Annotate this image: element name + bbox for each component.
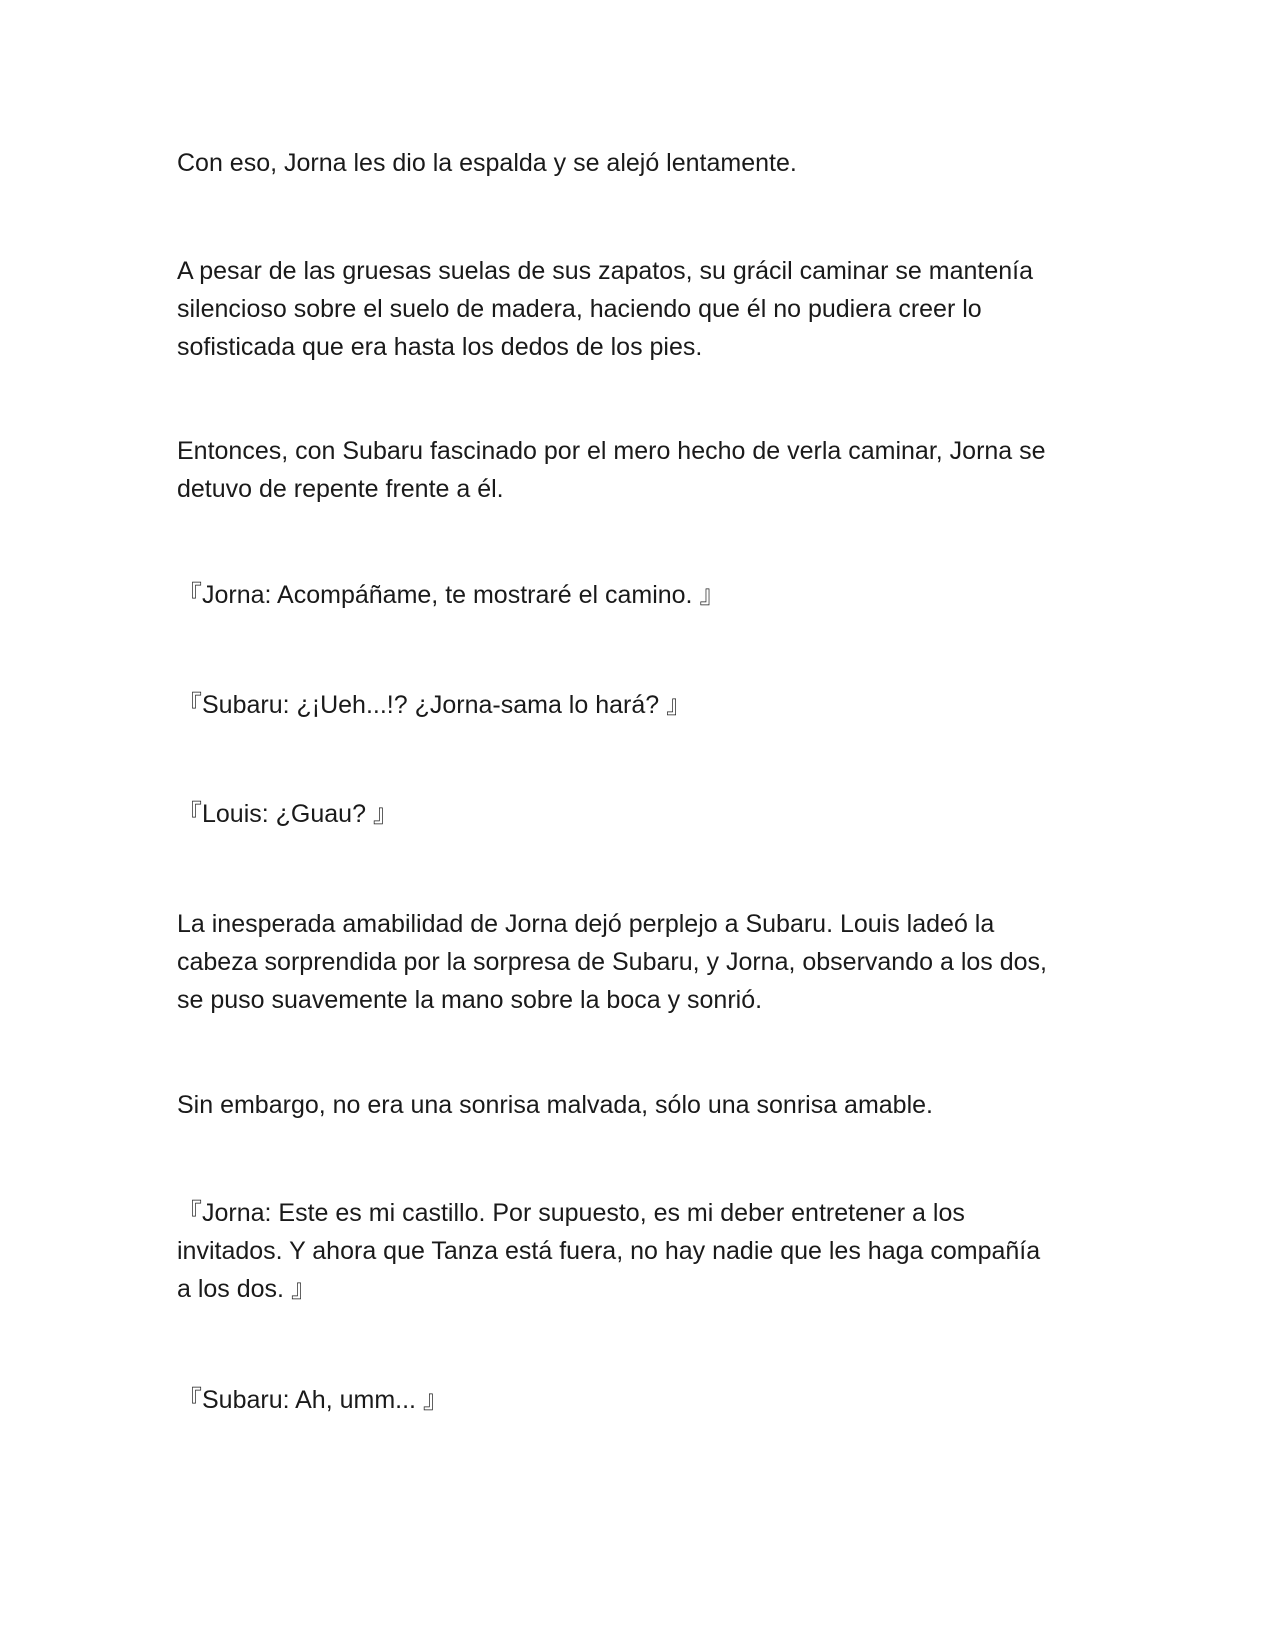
text-line: sofisticada que era hasta los dedos de los pies. [177, 333, 703, 361]
paragraph-narration [177, 144, 1107, 182]
paragraph-dialogue [177, 795, 1107, 833]
text-line: 『Subaru: ¿¡Ueh...!? ¿Jorna-sama lo hará? 』 [177, 691, 692, 719]
text-line: invitados. Y ahora que Tanza está fuera, no hay nadie que les haga compañía [177, 1237, 1041, 1265]
text-line: 『Louis: ¿Guau? 』 [177, 800, 398, 828]
paragraph-narration [177, 432, 1107, 508]
text-line: a los dos. 』 [177, 1275, 316, 1303]
text-line: Entonces, con Subaru fascinado por el mero hecho de verla caminar, Jorna se [177, 437, 1046, 465]
text-line: 『Jorna: Acompáñame, te mostraré el camino. 』 [177, 581, 725, 609]
text-line: silencioso sobre el suelo de madera, haciendo que él no pudiera creer lo [177, 295, 982, 323]
paragraph-dialogue [177, 1381, 1107, 1419]
text-line: se puso suavemente la mano sobre la boca y sonrió. [177, 986, 763, 1014]
text-line: 『Jorna: Este es mi castillo. Por supuesto, es mi deber entretener a los [177, 1199, 965, 1227]
paragraph-narration [177, 1086, 1107, 1124]
text-line: A pesar de las gruesas suelas de sus zapatos, su grácil caminar se mantenía [177, 257, 1034, 285]
text-line: La inesperada amabilidad de Jorna dejó perplejo a Subaru. Louis ladeó la [177, 910, 995, 938]
paragraph-dialogue [177, 576, 1107, 614]
paragraph-dialogue [177, 1194, 1107, 1308]
text-line: Con eso, Jorna les dio la espalda y se alejó lentamente. [177, 149, 797, 177]
text-line: Sin embargo, no era una sonrisa malvada, sólo una sonrisa amable. [177, 1091, 933, 1119]
paragraph-dialogue [177, 686, 1107, 724]
paragraph-narration [177, 905, 1107, 1019]
text-line: 『Subaru: Ah, umm... 』 [177, 1386, 448, 1414]
paragraph-narration [177, 252, 1107, 366]
text-line: cabeza sorprendida por la sorpresa de Subaru, y Jorna, observando a los dos, [177, 948, 1047, 976]
text-line: detuvo de repente frente a él. [177, 475, 504, 503]
